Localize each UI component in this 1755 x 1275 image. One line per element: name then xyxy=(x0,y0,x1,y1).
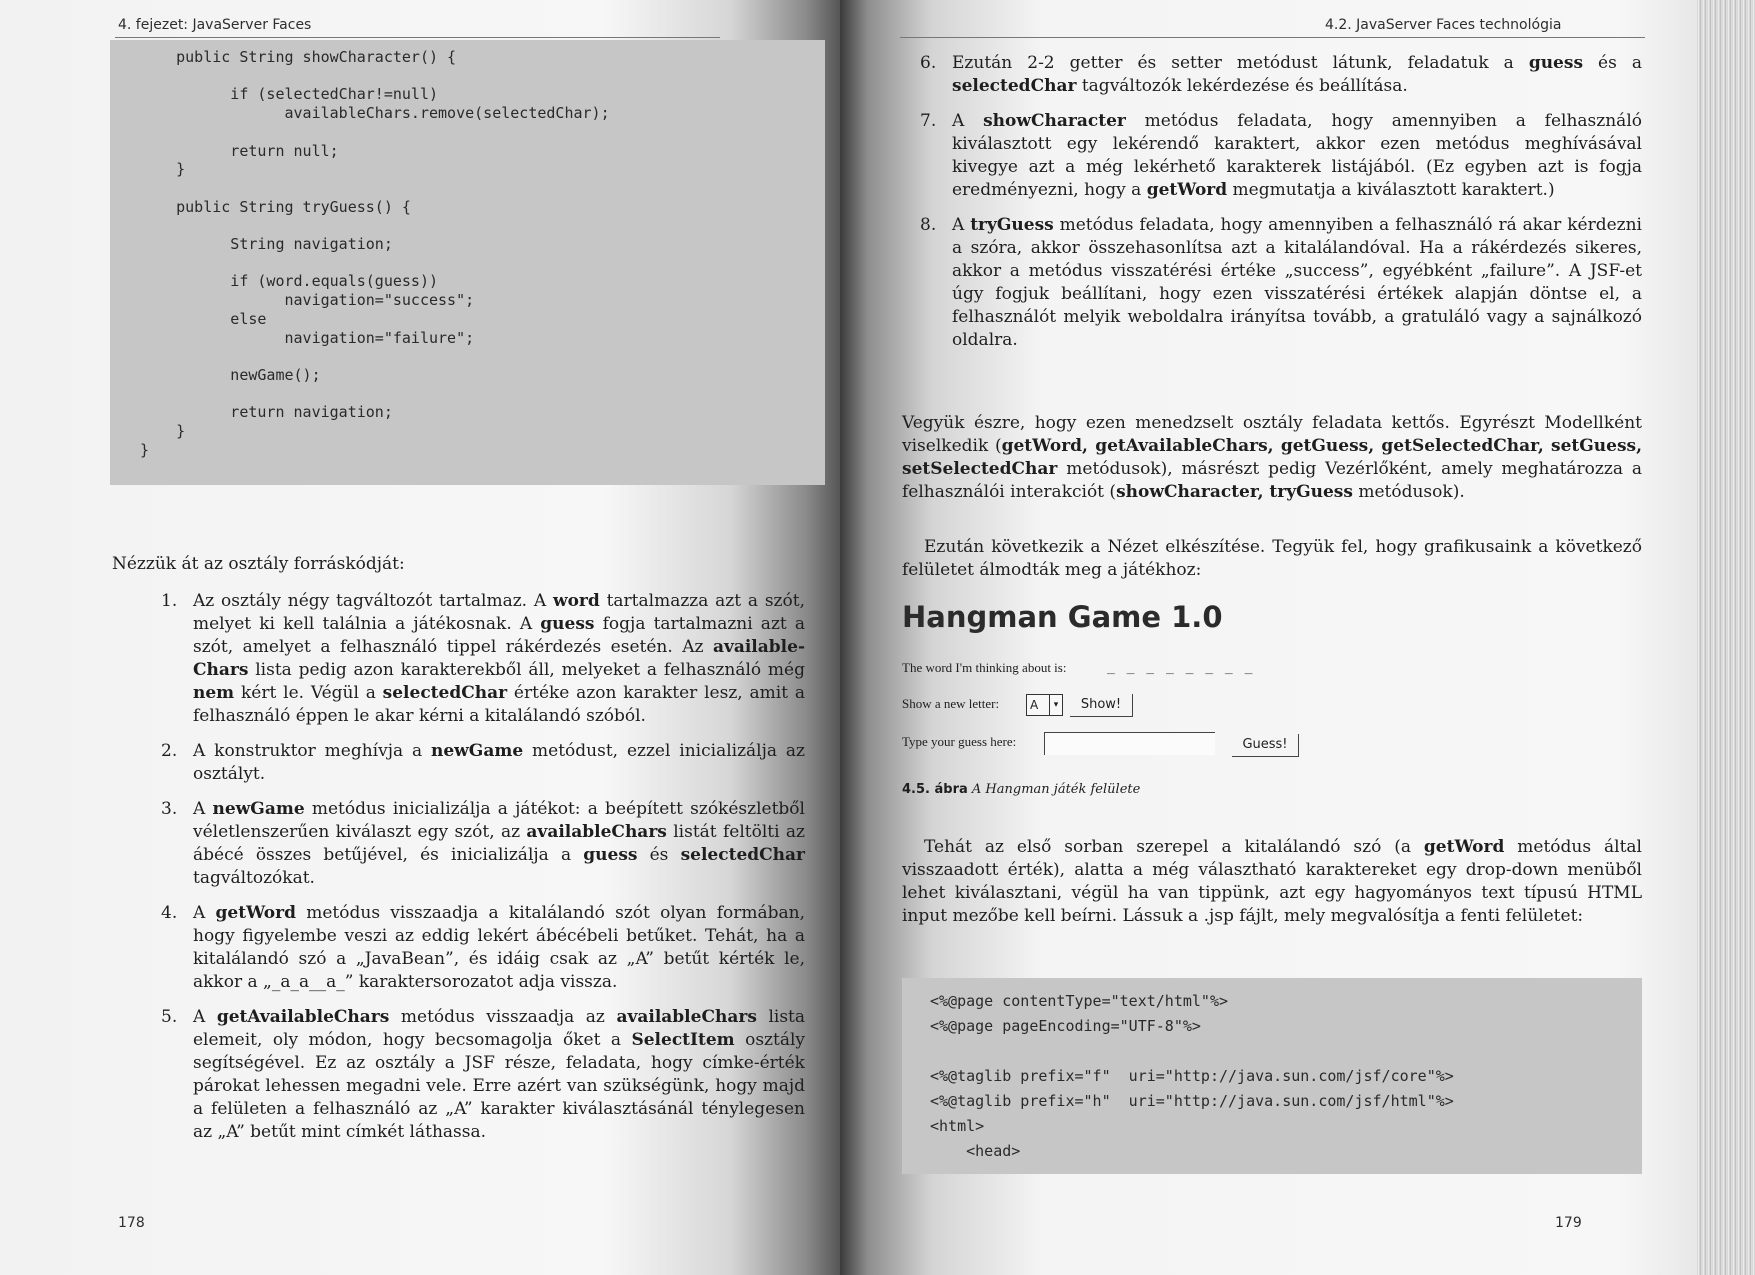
list-item-text: A tryGuess metódus feladata, hogy amennyiben a felhasználó rá akar kérdezni a szóra, akkor összehasonlítsa azt a kitalálandóval. Ha a rákérdezés sikeres, akkor a metódus visszatérési értéke „success”, egyébként „failure”. A JSF-et úgy fogjuk beállítani, hogy ezen visszatérési értékek alapján döntse el, a felhasználót melyik weboldalra irányítsa tovább, a gratuláló vagy a sajnálkozó oldalra. xyxy=(952,215,1642,350)
right-running-header: 4.2. JavaServer Faces technológia xyxy=(1325,17,1562,33)
list-item-number: 3. xyxy=(161,799,178,819)
left-page xyxy=(0,0,840,1275)
left-page-number: 178 xyxy=(118,1215,145,1231)
list-item-text: A newGame metódus inicializálja a játékot: a beépített szókészletből véletlenszerűen kiválaszt egy szót, az availableChars listát feltölti az ábécé összes betűjével, és inicializálja a guess és selectedChar tagváltozókat. xyxy=(193,799,806,888)
left-code-line: navigation="success"; xyxy=(140,291,475,310)
list-item-text: A getWord metódus visszaadja a kitalálandó szót olyan formában, hogy figyelembe veszi az eddig lekért ábécébeli betűket. Tehát, ha a kitalálandó szó a „JavaBean”, és idáig csak az „A” betűt kérték le, akkor a „_a_a__a_” karaktersorozatot adja vissza. xyxy=(193,903,805,992)
left-list-item xyxy=(161,590,805,728)
right-page-number: 179 xyxy=(1555,1215,1582,1231)
left-code-line: } xyxy=(140,440,150,459)
left-code-line: } xyxy=(140,422,186,440)
left-code-line: return null; xyxy=(140,141,339,160)
right-list-item xyxy=(920,52,1642,98)
left-code-line: if (word.equals(guess)) xyxy=(140,272,439,291)
figure-caption xyxy=(902,782,1140,797)
word-label: The word I'm thinking about is: xyxy=(902,660,1067,675)
list-item-number: 8. xyxy=(920,215,937,235)
right-code-line: <head> xyxy=(930,1142,1021,1160)
mockup-title: Hangman Game 1.0 xyxy=(902,600,1223,634)
right-code-line: <%@taglib prefix="h" uri="http://java.sun.com/jsf/html"%> xyxy=(930,1092,1454,1110)
left-code-block xyxy=(110,40,825,485)
left-code-line: } xyxy=(140,160,186,179)
list-item-text: Az osztály négy tagváltozót tartalmaz. A word tartalmazza azt a szót, melyet ki kell találnia a játékosnak. A guess fogja tartalmazni azt a szót, amelyet a felhasználó tippel rákérdezés esetén. Az availableChars lista pedig azon karakterekből áll, melyeket a felhasználó még nem kért le. Végül a selectedChar értéke azon karakter lesz, amit a felhasználó éppen le akar kérni a kitalálandó szóból. xyxy=(193,591,805,726)
left-lead-text: Nézzük át az osztály forráskódját: xyxy=(112,554,405,574)
guess-label: Type your guess here: xyxy=(902,734,1017,749)
left-code-line: availableChars.remove(selectedChar); xyxy=(140,104,610,123)
figure-caption-number: 4.5. ábra xyxy=(902,782,968,797)
letter-select-value: A xyxy=(1030,698,1039,712)
show-button[interactable]: Show! xyxy=(1070,694,1133,717)
guess-button[interactable]: Guess! xyxy=(1232,734,1299,757)
left-numbered-list xyxy=(161,590,806,1156)
letter-label: Show a new letter: xyxy=(902,696,1000,711)
list-item-number: 4. xyxy=(161,903,178,923)
figure-caption-text: A Hangman játék felülete xyxy=(971,782,1141,797)
left-code-line: public String showCharacter() { xyxy=(140,48,457,66)
left-code-line: navigation="failure"; xyxy=(140,328,475,347)
left-code-line: return navigation; xyxy=(140,403,393,422)
right-code-line: <html> xyxy=(930,1117,985,1135)
right-header-rule xyxy=(900,37,1645,38)
list-item-number: 2. xyxy=(161,741,178,761)
right-code-block xyxy=(902,978,1642,1174)
book-page-edges xyxy=(1697,0,1755,1275)
hangman-mockup xyxy=(902,598,1462,768)
left-code-line: newGame(); xyxy=(140,365,321,384)
right-code-line: <%@page contentType="text/html"%> xyxy=(930,992,1229,1010)
word-mask: _ _ _ _ _ _ _ _ xyxy=(1107,660,1255,675)
list-item-text: A showCharacter metódus feladata, hogy amennyiben a felhasználó kiválasztott egy lekérendő karaktert, akkor ezen metódus meghívásával kivegye azt a még lekérhető karakterek listájából. (Ez egyben azt is fogja eredményezni, hogy a getWord megmutatja a kiválasztott karaktert.) xyxy=(952,111,1642,200)
left-code-line: public String tryGuess() { xyxy=(140,197,411,216)
left-running-header: 4. fejezet: JavaServer Faces xyxy=(118,17,312,33)
left-list-item xyxy=(161,902,805,994)
chevron-down-icon: ▾ xyxy=(1049,695,1062,715)
left-code-line: if (selectedChar!=null) xyxy=(140,85,439,104)
left-code-line: String navigation; xyxy=(140,235,393,253)
right-code-line: <%@page pageEncoding="UTF-8"%> xyxy=(930,1017,1201,1035)
left-list-item xyxy=(161,798,806,890)
guess-input[interactable] xyxy=(1044,732,1215,755)
right-page xyxy=(840,0,1755,1275)
right-code-line: <%@taglib prefix="f" uri="http://java.sun.com/jsf/core"%> xyxy=(930,1067,1454,1085)
right-list-item xyxy=(920,110,1642,202)
right-paragraph-roles: Vegyük észre, hogy ezen menedzselt osztály feladata kettős. Egyrészt Modellként viselkedik (getWord, getAvailableChars, getGuess, getSelectedChar, setGuess, setSelectedChar metódusok), másrészt pedig Vezérlőként, amely meghatározza a felhasználói interakciót (showCharacter, tryGuess metódusok). xyxy=(902,413,1642,502)
list-item-text: A konstruktor meghívja a newGame metódust, ezzel inicializálja az osztályt. xyxy=(193,741,805,784)
right-paragraph-view: Ezután következik a Nézet elkészítése. Tegyük fel, hogy grafikusaink a következő felületet álmodták meg a játékhoz: xyxy=(902,537,1642,580)
list-item-number: 7. xyxy=(920,111,937,131)
list-item-number: 6. xyxy=(920,53,937,73)
left-list-item xyxy=(161,1006,806,1144)
left-header-rule xyxy=(115,37,720,38)
list-item-text: Ezután 2-2 getter és setter metódust látunk, feladatuk a guess és a selectedChar tagváltozók lekérdezése és beállítása. xyxy=(952,53,1642,96)
right-paragraph-explain: Tehát az első sorban szerepel a kitalálandó szó (a getWord metódus által visszaadott érték), alatta a még választható karaktereket egy drop-down menüből lehet kiválasztani, végül ha van tippünk, azt egy hagyományos text típusú HTML input mezőbe kell beírni. Lássuk a .jsp fájlt, mely megvalósítja a fenti felületet: xyxy=(902,837,1642,926)
list-item-number: 1. xyxy=(161,591,178,611)
letter-select[interactable] xyxy=(1026,694,1063,716)
right-numbered-list xyxy=(920,52,1642,364)
left-code-line: else xyxy=(140,309,267,328)
right-list-item xyxy=(920,214,1642,352)
list-item-number: 5. xyxy=(161,1007,178,1027)
left-list-item xyxy=(161,740,805,786)
list-item-text: A getAvailableChars metódus visszaadja az availableChars lista elemeit, oly módon, hogy becsomagolja őket a SelectItem osztály segítségével. Ez az osztály a JSF része, feladata, hogy címke-érték párokat lehessen megadni vele. Erre azért van szükségünk, hogy majd a felületen a felhasználó az „A” karakter kiválasztásánál ténylegesen az „A” betűt mint címkét láthassa. xyxy=(193,1007,806,1142)
